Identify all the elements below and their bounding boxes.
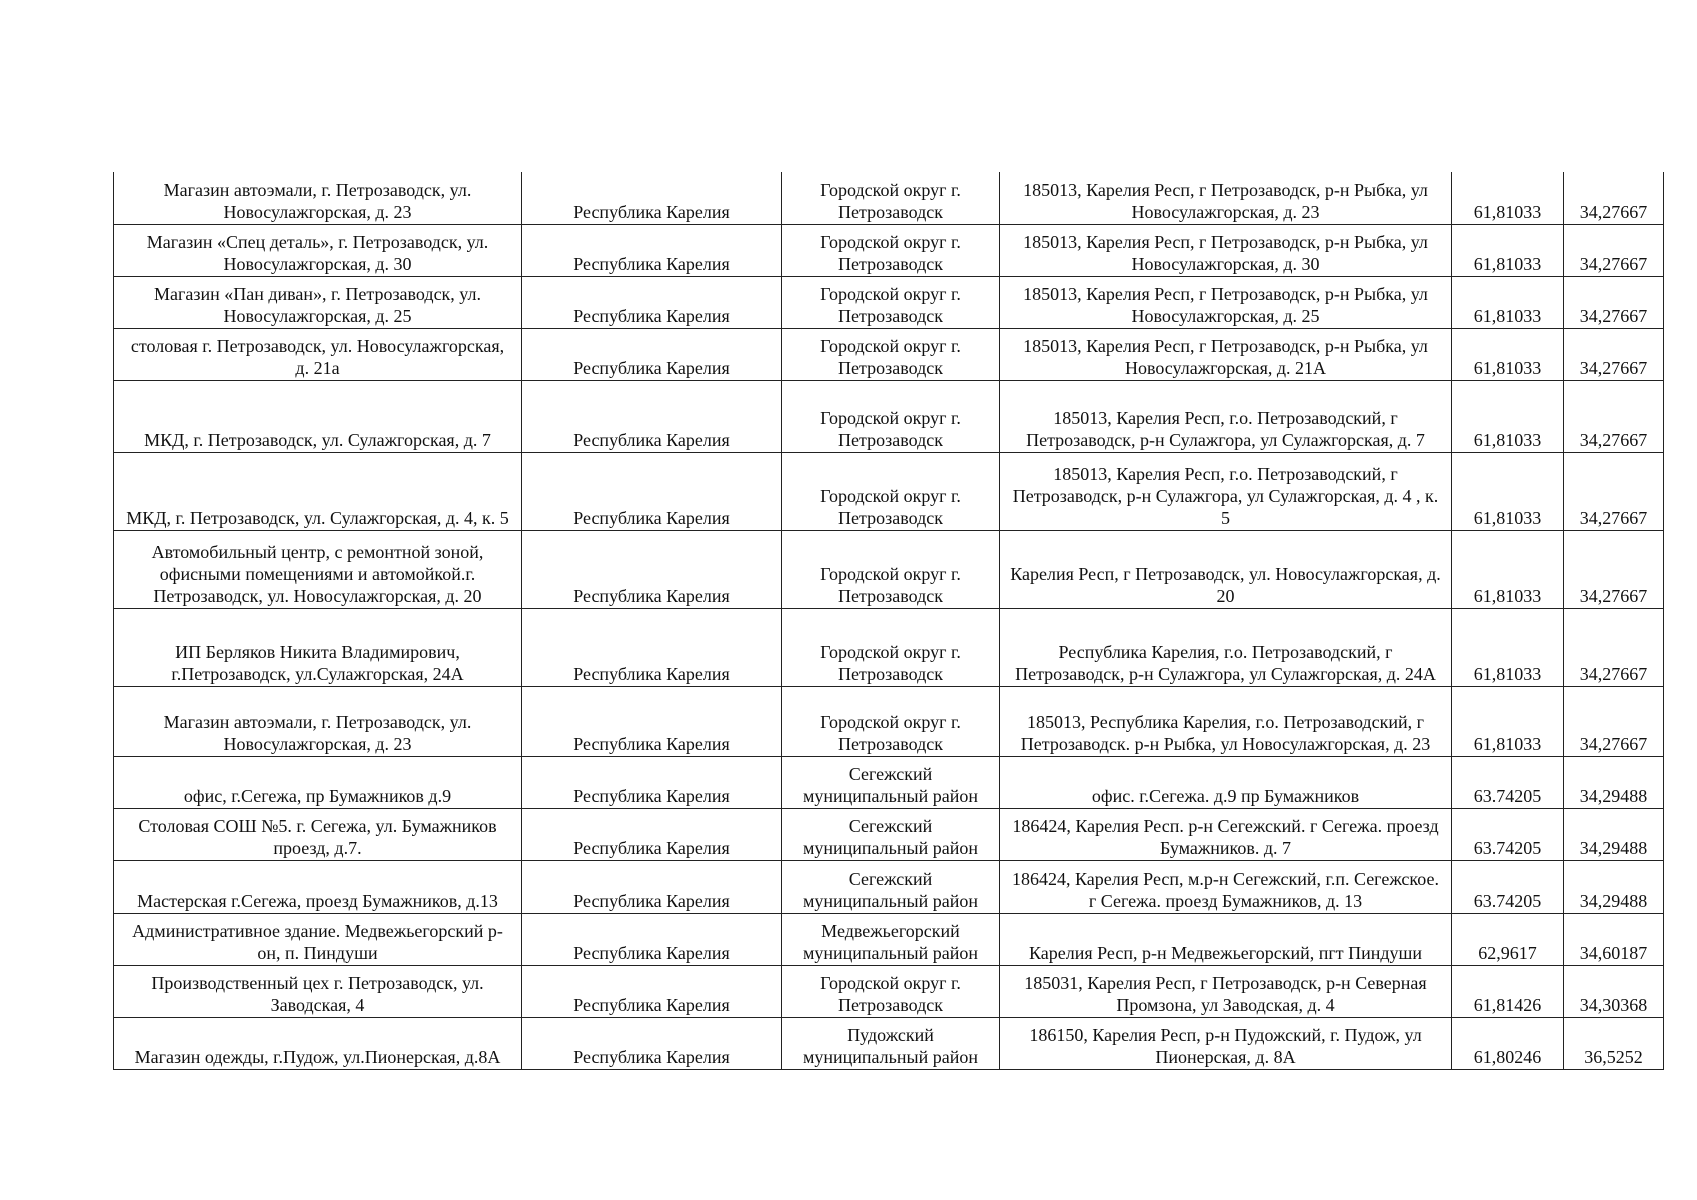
cell-region: Республика Карелия <box>522 224 782 276</box>
cell-object: ИП Берляков Никита Владимирович, г.Петрозаводск, ул.Сулажгорская, 24А <box>114 608 522 686</box>
table-row <box>114 913 1664 965</box>
cell-address: 186424, Карелия Респ. р-н Сегежский. г Сегежа. проезд Бумажников. д. 7 <box>1000 808 1452 860</box>
cell-longitude: 34,27667 <box>1564 452 1664 530</box>
cell-region: Республика Карелия <box>522 380 782 452</box>
cell-latitude: 61,81033 <box>1452 530 1564 608</box>
cell-longitude: 34,29488 <box>1564 808 1664 860</box>
cell-region: Республика Карелия <box>522 808 782 860</box>
cell-object: Магазин одежды, г.Пудож, ул.Пионерская, д.8А <box>114 1017 522 1069</box>
cell-address: 185013, Карелия Респ, г.о. Петрозаводский, г Петрозаводск, р-н Сулажгора, ул Сулажгорская, д. 7 <box>1000 380 1452 452</box>
cell-municipality: Городской округ г. Петрозаводск <box>782 328 1000 380</box>
cell-address: 185013, Республика Карелия, г.о. Петрозаводский, г Петрозаводск. р-н Рыбка, ул Новосулажгорская, д. 23 <box>1000 686 1452 756</box>
cell-municipality: Городской округ г. Петрозаводск <box>782 965 1000 1017</box>
cell-latitude: 61,81033 <box>1452 172 1564 224</box>
cell-latitude: 63.74205 <box>1452 860 1564 913</box>
table-body <box>114 172 1664 1069</box>
table-row <box>114 608 1664 686</box>
cell-address: 186150, Карелия Респ, р-н Пудожский, г. Пудож, ул Пионерская, д. 8А <box>1000 1017 1452 1069</box>
cell-address: Карелия Респ, г Петрозаводск, ул. Новосулажгорская, д. 20 <box>1000 530 1452 608</box>
cell-object: МКД, г. Петрозаводск, ул. Сулажгорская, д. 7 <box>114 380 522 452</box>
cell-address: Карелия Респ, р-н Медвежьегорский, пгт Пиндуши <box>1000 913 1452 965</box>
cell-longitude: 34,29488 <box>1564 756 1664 808</box>
table-row <box>114 380 1664 452</box>
cell-latitude: 61,81033 <box>1452 380 1564 452</box>
cell-region: Республика Карелия <box>522 913 782 965</box>
cell-latitude: 63.74205 <box>1452 808 1564 860</box>
table-row <box>114 530 1664 608</box>
cell-address: 185013, Карелия Респ, г Петрозаводск, р-н Рыбка, ул Новосулажгорская, д. 23 <box>1000 172 1452 224</box>
cell-address: 185013, Карелия Респ, г Петрозаводск, р-н Рыбка, ул Новосулажгорская, д. 21А <box>1000 328 1452 380</box>
cell-longitude: 34,27667 <box>1564 224 1664 276</box>
cell-latitude: 61,80246 <box>1452 1017 1564 1069</box>
cell-longitude: 34,27667 <box>1564 276 1664 328</box>
cell-longitude: 34,27667 <box>1564 380 1664 452</box>
cell-municipality: Пудожский муниципальный район <box>782 1017 1000 1069</box>
cell-latitude: 62,9617 <box>1452 913 1564 965</box>
cell-municipality: Городской округ г. Петрозаводск <box>782 452 1000 530</box>
cell-region: Республика Карелия <box>522 686 782 756</box>
table-row <box>114 172 1664 224</box>
cell-longitude: 34,27667 <box>1564 172 1664 224</box>
cell-address: офис. г.Сегежа. д.9 пр Бумажников <box>1000 756 1452 808</box>
cell-latitude: 63.74205 <box>1452 756 1564 808</box>
table-row <box>114 686 1664 756</box>
cell-municipality: Городской округ г. Петрозаводск <box>782 172 1000 224</box>
cell-latitude: 61,81033 <box>1452 276 1564 328</box>
cell-municipality: Сегежский муниципальный район <box>782 860 1000 913</box>
cell-latitude: 61,81033 <box>1452 686 1564 756</box>
table-row <box>114 1017 1664 1069</box>
cell-latitude: 61,81033 <box>1452 328 1564 380</box>
cell-municipality: Городской округ г. Петрозаводск <box>782 686 1000 756</box>
cell-object: Производственный цех г. Петрозаводск, ул. Заводская, 4 <box>114 965 522 1017</box>
cell-region: Республика Карелия <box>522 328 782 380</box>
cell-municipality: Городской округ г. Петрозаводск <box>782 276 1000 328</box>
cell-region: Республика Карелия <box>522 608 782 686</box>
cell-municipality: Городской округ г. Петрозаводск <box>782 530 1000 608</box>
table-row <box>114 328 1664 380</box>
cell-object: столовая г. Петрозаводск, ул. Новосулажгорская, д. 21а <box>114 328 522 380</box>
cell-municipality: Сегежский муниципальный район <box>782 756 1000 808</box>
cell-object: Магазин «Спец деталь», г. Петрозаводск, ул. Новосулажгорская, д. 30 <box>114 224 522 276</box>
cell-region: Республика Карелия <box>522 965 782 1017</box>
cell-object: МКД, г. Петрозаводск, ул. Сулажгорская, д. 4, к. 5 <box>114 452 522 530</box>
cell-longitude: 36,5252 <box>1564 1017 1664 1069</box>
cell-latitude: 61,81033 <box>1452 452 1564 530</box>
objects-table <box>113 172 1664 1070</box>
cell-address: 185013, Карелия Респ, г Петрозаводск, р-н Рыбка, ул Новосулажгорская, д. 25 <box>1000 276 1452 328</box>
cell-municipality: Городской округ г. Петрозаводск <box>782 224 1000 276</box>
cell-region: Республика Карелия <box>522 756 782 808</box>
cell-municipality: Медвежьегорский муниципальный район <box>782 913 1000 965</box>
cell-longitude: 34,27667 <box>1564 328 1664 380</box>
cell-longitude: 34,30368 <box>1564 965 1664 1017</box>
cell-municipality: Городской округ г. Петрозаводск <box>782 608 1000 686</box>
cell-longitude: 34,27667 <box>1564 530 1664 608</box>
cell-municipality: Городской округ г. Петрозаводск <box>782 380 1000 452</box>
cell-region: Республика Карелия <box>522 860 782 913</box>
table-row <box>114 224 1664 276</box>
cell-region: Республика Карелия <box>522 172 782 224</box>
cell-object: Мастерская г.Сегежа, проезд Бумажников, д.13 <box>114 860 522 913</box>
table-row <box>114 452 1664 530</box>
cell-region: Республика Карелия <box>522 530 782 608</box>
table-row <box>114 860 1664 913</box>
cell-address: 185013, Карелия Респ, г.о. Петрозаводский, г Петрозаводск, р-н Сулажгора, ул Сулажгорская, д. 4 , к. 5 <box>1000 452 1452 530</box>
cell-latitude: 61,81426 <box>1452 965 1564 1017</box>
cell-region: Республика Карелия <box>522 452 782 530</box>
cell-longitude: 34,29488 <box>1564 860 1664 913</box>
cell-address: Республика Карелия, г.о. Петрозаводский, г Петрозаводск, р-н Сулажгора, ул Сулажгорская, д. 24А <box>1000 608 1452 686</box>
cell-object: Магазин «Пан диван», г. Петрозаводск, ул. Новосулажгорская, д. 25 <box>114 276 522 328</box>
cell-object: Магазин автоэмали, г. Петрозаводск, ул. Новосулажгорская, д. 23 <box>114 172 522 224</box>
table-row <box>114 965 1664 1017</box>
cell-object: офис, г.Сегежа, пр Бумажников д.9 <box>114 756 522 808</box>
cell-longitude: 34,60187 <box>1564 913 1664 965</box>
cell-latitude: 61,81033 <box>1452 608 1564 686</box>
cell-address: 186424, Карелия Респ, м.р-н Сегежский, г.п. Сегежское. г Сегежа. проезд Бумажников, д. 13 <box>1000 860 1452 913</box>
table-row <box>114 276 1664 328</box>
cell-object: Магазин автоэмали, г. Петрозаводск, ул. Новосулажгорская, д. 23 <box>114 686 522 756</box>
cell-region: Республика Карелия <box>522 276 782 328</box>
cell-municipality: Сегежский муниципальный район <box>782 808 1000 860</box>
cell-object: Автомобильный центр, с ремонтной зоной, офисными помещениями и автомойкой.г. Петрозаводск, ул. Новосулажгорская, д. 20 <box>114 530 522 608</box>
table-row <box>114 756 1664 808</box>
cell-longitude: 34,27667 <box>1564 686 1664 756</box>
cell-object: Столовая СОШ №5. г. Сегежа, ул. Бумажников проезд, д.7. <box>114 808 522 860</box>
cell-longitude: 34,27667 <box>1564 608 1664 686</box>
table-row <box>114 808 1664 860</box>
cell-address: 185013, Карелия Респ, г Петрозаводск, р-н Рыбка, ул Новосулажгорская, д. 30 <box>1000 224 1452 276</box>
cell-region: Республика Карелия <box>522 1017 782 1069</box>
cell-object: Административное здание. Медвежьегорский р-он, п. Пиндуши <box>114 913 522 965</box>
cell-address: 185031, Карелия Респ, г Петрозаводск, р-н Северная Промзона, ул Заводская, д. 4 <box>1000 965 1452 1017</box>
cell-latitude: 61,81033 <box>1452 224 1564 276</box>
